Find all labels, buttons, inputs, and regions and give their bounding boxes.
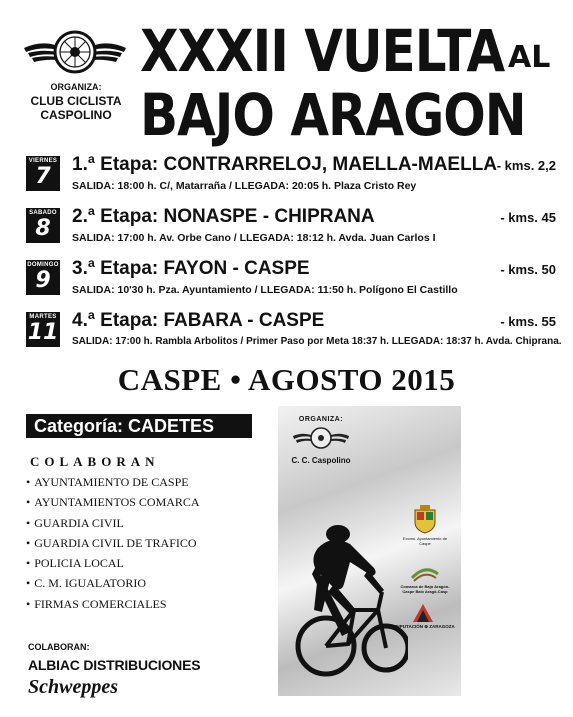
panel-diputacion: DIPUTACIÓN ⊕ ZARAGOZA — [395, 624, 455, 629]
stage-day-badge — [26, 208, 60, 243]
collaborator-item: • AYUNTAMIENTOS COMARCA — [26, 492, 200, 512]
panel-comarca: Comarca de Bajo Aragón-Caspe Baix Aragó-Casp — [400, 584, 450, 594]
stage-title: 2.ª Etapa: NONASPE - CHIPRANA — [72, 206, 375, 227]
stage-detail: SALIDA: 17:00 h. Av. Orbe Cano / LLEGADA: 18:12 h. Avda. Juan Carlos I — [72, 232, 436, 244]
stage-day-number: 7 — [35, 164, 51, 189]
stage-day-number: 11 — [27, 320, 59, 345]
stage-detail: SALIDA: 17:00 h. Rambla Arbolitos / Primer Paso por Meta 18:37 h. LLEGADA: 18:37 h. Avda. Chiprana. — [72, 336, 562, 347]
title-line2: BAJO ARAGON — [140, 82, 526, 149]
stage-day-number: 8 — [35, 216, 51, 241]
collaborator-item: • GUARDIA CIVIL DE TRAFICO — [26, 533, 200, 553]
club-winged-wheel-logo — [292, 424, 350, 454]
club-winged-wheel-logo — [22, 22, 128, 86]
collaborator-item: • C. M. IGUALATORIO — [26, 573, 200, 593]
collaborators-list — [26, 472, 200, 614]
stage-day-name: VIERNES — [28, 158, 58, 164]
panel-organizer-label: ORGANIZA: — [298, 416, 344, 423]
cyclist-silhouette-icon — [278, 514, 408, 696]
stage-distance: - kms. 55 — [500, 314, 556, 329]
collaborator-item: • FIRMAS COMERCIALES — [26, 594, 200, 614]
collaborator-item: • GUARDIA CIVIL — [26, 513, 200, 533]
title-line1: XXXII VUELTA — [140, 18, 505, 85]
collaborator-item: • POLICIA LOCAL — [26, 553, 200, 573]
organizer-line1: CLUB CICLISTA — [30, 94, 122, 108]
stage-3 — [26, 260, 556, 304]
sponsor-albiac: ALBIAC DISTRIBUCIONES — [28, 657, 201, 673]
category-banner: Categoría: CADETES — [26, 414, 252, 438]
stage-day-name: MARTES — [29, 314, 57, 320]
location-date-line: CASPE • AGOSTO 2015 — [117, 362, 456, 397]
cyclist-poster-panel — [278, 406, 461, 696]
stage-day-number: 9 — [35, 268, 51, 293]
stage-day-badge — [26, 260, 60, 295]
stage-day-badge — [26, 312, 60, 347]
stage-day-badge — [26, 156, 60, 191]
diputacion-logo-icon — [411, 602, 435, 624]
stage-day-name: SABADO — [29, 210, 57, 216]
stage-detail: SALIDA: 18:00 h. C/, Matarraña / LLEGADA: 20:05 h. Plaza Cristo Rey — [72, 180, 417, 192]
caspe-shield-icon — [412, 504, 438, 534]
stage-2 — [26, 208, 556, 252]
stage-title: 4.ª Etapa: FABARA - CASPE — [72, 310, 325, 331]
stage-distance: - kms. 45 — [500, 210, 556, 225]
organizer-line2: CASPOLINO — [40, 108, 112, 122]
stage-4 — [26, 310, 562, 356]
title-connector: AL — [508, 40, 551, 75]
panel-ayuntamiento: Excmo. Ayuntamiento de Caspe — [402, 536, 448, 546]
stage-detail: SALIDA: 10'30 h. Pza. Ayuntamiento / LLEGADA: 11:50 h. Polígono El Castillo — [72, 284, 458, 296]
collaborator-item: • AYUNTAMIENTO DE CASPE — [26, 472, 200, 492]
stage-title: 3.ª Etapa: FAYON - CASPE — [72, 258, 310, 279]
comarca-logo-icon — [410, 566, 440, 584]
collaborators-heading: COLABORAN — [30, 454, 160, 469]
stage-distance: - kms. 2,2 — [496, 158, 556, 173]
stage-title: 1.ª Etapa: CONTRARRELOJ, MAELLA-MAELLA — [72, 154, 498, 175]
panel-club-name: C. C. Caspolino — [291, 456, 351, 465]
stage-1 — [26, 156, 556, 200]
sponsor-schweppes-logo: Schweppes — [28, 676, 118, 698]
organizer-label: ORGANIZA: — [50, 82, 102, 92]
organizer-block — [20, 80, 132, 122]
stage-distance: - kms. 50 — [500, 262, 556, 277]
stage-day-name: DOMINGO — [27, 262, 59, 268]
sponsors-heading: COLABORAN: — [28, 642, 90, 652]
